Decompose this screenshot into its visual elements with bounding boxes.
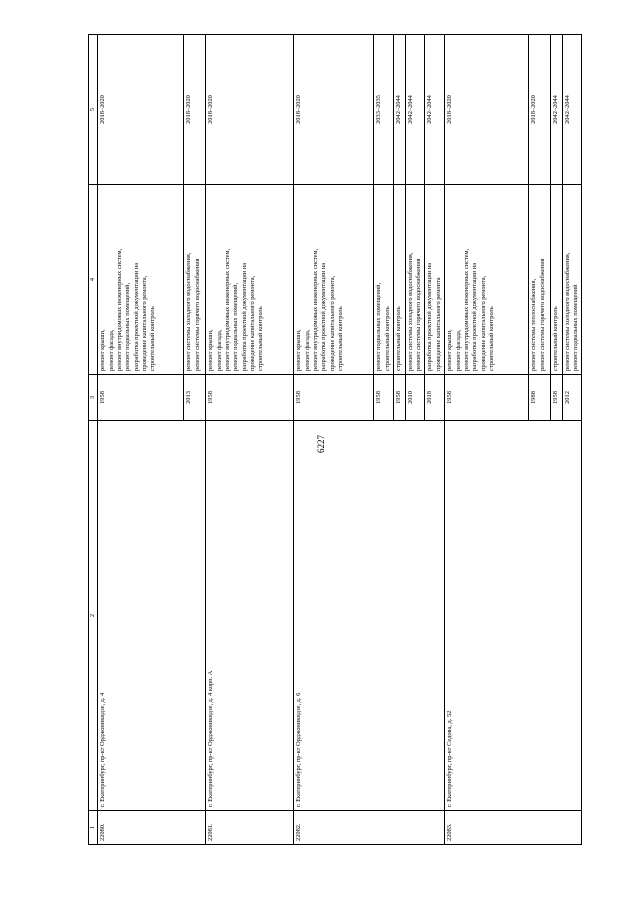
planned-period-cell: 2042–2044 <box>562 35 582 185</box>
column-number: 1 <box>89 811 98 845</box>
works-cell <box>184 185 206 375</box>
work-item: ремонт фасада, <box>454 329 462 371</box>
work-item: ремонт внутридомовых инженерных систем, <box>311 248 319 371</box>
commissioning-year-cell: 1958 <box>206 375 294 421</box>
planned-period-cell: 2042–2044 <box>405 35 425 185</box>
works-cell <box>529 185 551 375</box>
commissioning-year-cell: 1958 <box>294 375 374 421</box>
work-item: строительный контроль <box>395 306 403 371</box>
work-item: ремонт крыши, <box>446 329 454 371</box>
works-cell <box>394 185 405 375</box>
repair-schedule-table <box>88 34 582 845</box>
commissioning-year-cell: 1958 <box>551 375 562 421</box>
commissioning-year-cell: 1988 <box>529 375 551 421</box>
table-row <box>445 35 529 845</box>
work-item: ремонт системы горячего водоснабжения <box>414 258 422 371</box>
address-cell: г. Екатеринбург, пр-кт Орджоникидзе, д. 4 корп. А <box>206 421 294 811</box>
work-item: разработка проектной документации на <box>320 262 328 371</box>
planned-period-cell: 2018–2020 <box>98 35 184 185</box>
work-item: ремонт внутридомовых инженерных систем, <box>223 248 231 371</box>
works-cell <box>294 185 374 375</box>
row-number-cell: 22082. <box>294 811 445 845</box>
work-item: разработка проектной документации на <box>471 262 479 371</box>
address-cell: г. Екатеринбург, пр-кт Орджоникидзе, д. 4 <box>98 421 206 811</box>
planned-period-cell: 2042–2044 <box>394 35 405 185</box>
planned-period-cell: 2042–2044 <box>551 35 562 185</box>
work-item: строительный контроль <box>257 306 265 371</box>
work-item: ремонт системы холодного водоснабжения, <box>185 252 193 371</box>
work-item: строительный контроль <box>383 306 391 371</box>
column-number: 3 <box>89 375 98 421</box>
planned-period-cell: 2042–2044 <box>425 35 445 185</box>
work-item: ремонт подвальных помещений <box>571 284 579 371</box>
planned-period-cell: 2033–2035 <box>374 35 394 185</box>
work-item: разработка проектной документации на <box>426 262 434 371</box>
work-item: ремонт внутридомовых инженерных систем, <box>462 248 470 371</box>
commissioning-year-cell: 1958 <box>374 375 394 421</box>
work-item: разработка проектной документации на <box>132 262 140 371</box>
table-body <box>98 35 582 845</box>
planned-period-cell: 2018–2020 <box>184 35 206 185</box>
work-item: разработка проектной документации на <box>240 262 248 371</box>
commissioning-year-cell: 2012 <box>562 375 582 421</box>
table-row <box>294 35 374 845</box>
work-item: ремонт системы холодного водоснабжения, <box>406 252 414 371</box>
address-cell: г. Екатеринбург, пр-кт Орджоникидзе, д. 6 <box>294 421 445 811</box>
work-item: строительный контроль <box>336 306 344 371</box>
planned-period-cell: 2018–2020 <box>529 35 551 185</box>
column-number: 2 <box>89 421 98 811</box>
works-cell <box>425 185 445 375</box>
commissioning-year-cell: 1958 <box>98 375 184 421</box>
works-cell <box>551 185 562 375</box>
column-number: 4 <box>89 185 98 375</box>
commissioning-year-cell: 1958 <box>394 375 405 421</box>
work-item: строительный контроль <box>552 306 560 371</box>
commissioning-year-cell: 2010 <box>405 375 425 421</box>
work-item: ремонт подвальных помещений, <box>375 282 383 371</box>
work-item: ремонт внутридомовых инженерных систем, <box>115 248 123 371</box>
work-item: ремонт системы горячего водоснабжения <box>193 258 201 371</box>
work-item: проведение капитального ремонта, <box>248 275 256 371</box>
row-number-cell: 22080. <box>98 811 206 845</box>
work-item: ремонт фасада, <box>215 329 223 371</box>
work-item: ремонт крыши, <box>295 329 303 371</box>
table-row <box>98 35 184 845</box>
planned-period-cell: 2018–2020 <box>294 35 374 185</box>
column-number-header-row <box>89 35 98 845</box>
work-item: строительный контроль <box>487 306 495 371</box>
work-item: ремонт крыши, <box>207 329 215 371</box>
work-item: ремонт фасада, <box>303 329 311 371</box>
work-item: проведение капитального ремонта <box>434 277 442 371</box>
work-item: ремонт системы горячего водоснабжения <box>538 258 546 371</box>
work-item: ремонт системы теплоснабжения, <box>530 278 538 371</box>
planned-period-cell: 2018–2020 <box>445 35 529 185</box>
table-row <box>206 35 294 845</box>
page-number: 6227 <box>316 435 326 453</box>
repair-schedule-table-wrapper <box>88 35 602 845</box>
works-cell <box>405 185 425 375</box>
work-item: проведение капитального ремонта, <box>479 275 487 371</box>
work-item: ремонт подвальных помещений, <box>232 282 240 371</box>
works-cell <box>98 185 184 375</box>
commissioning-year-cell: 1958 <box>445 375 529 421</box>
address-cell: г. Екатеринбург, пр-кт Седова, д. 52 <box>445 421 582 811</box>
works-cell <box>206 185 294 375</box>
works-cell <box>374 185 394 375</box>
planned-period-cell: 2018–2020 <box>206 35 294 185</box>
work-item: проведение капитального ремонта, <box>140 275 148 371</box>
row-number-cell: 22083. <box>445 811 582 845</box>
work-item: ремонт фасада, <box>107 329 115 371</box>
work-item: ремонт системы холодного водоснабжения, <box>563 252 571 371</box>
work-item: проведение капитального ремонта, <box>328 275 336 371</box>
column-number: 5 <box>89 35 98 185</box>
commissioning-year-cell: 2013 <box>184 375 206 421</box>
work-item: ремонт крыши, <box>99 329 107 371</box>
works-cell <box>562 185 582 375</box>
work-item: ремонт подвальных помещений, <box>124 282 132 371</box>
commissioning-year-cell: 2018 <box>425 375 445 421</box>
works-cell <box>445 185 529 375</box>
work-item: строительный контроль <box>149 306 157 371</box>
row-number-cell: 22081. <box>206 811 294 845</box>
